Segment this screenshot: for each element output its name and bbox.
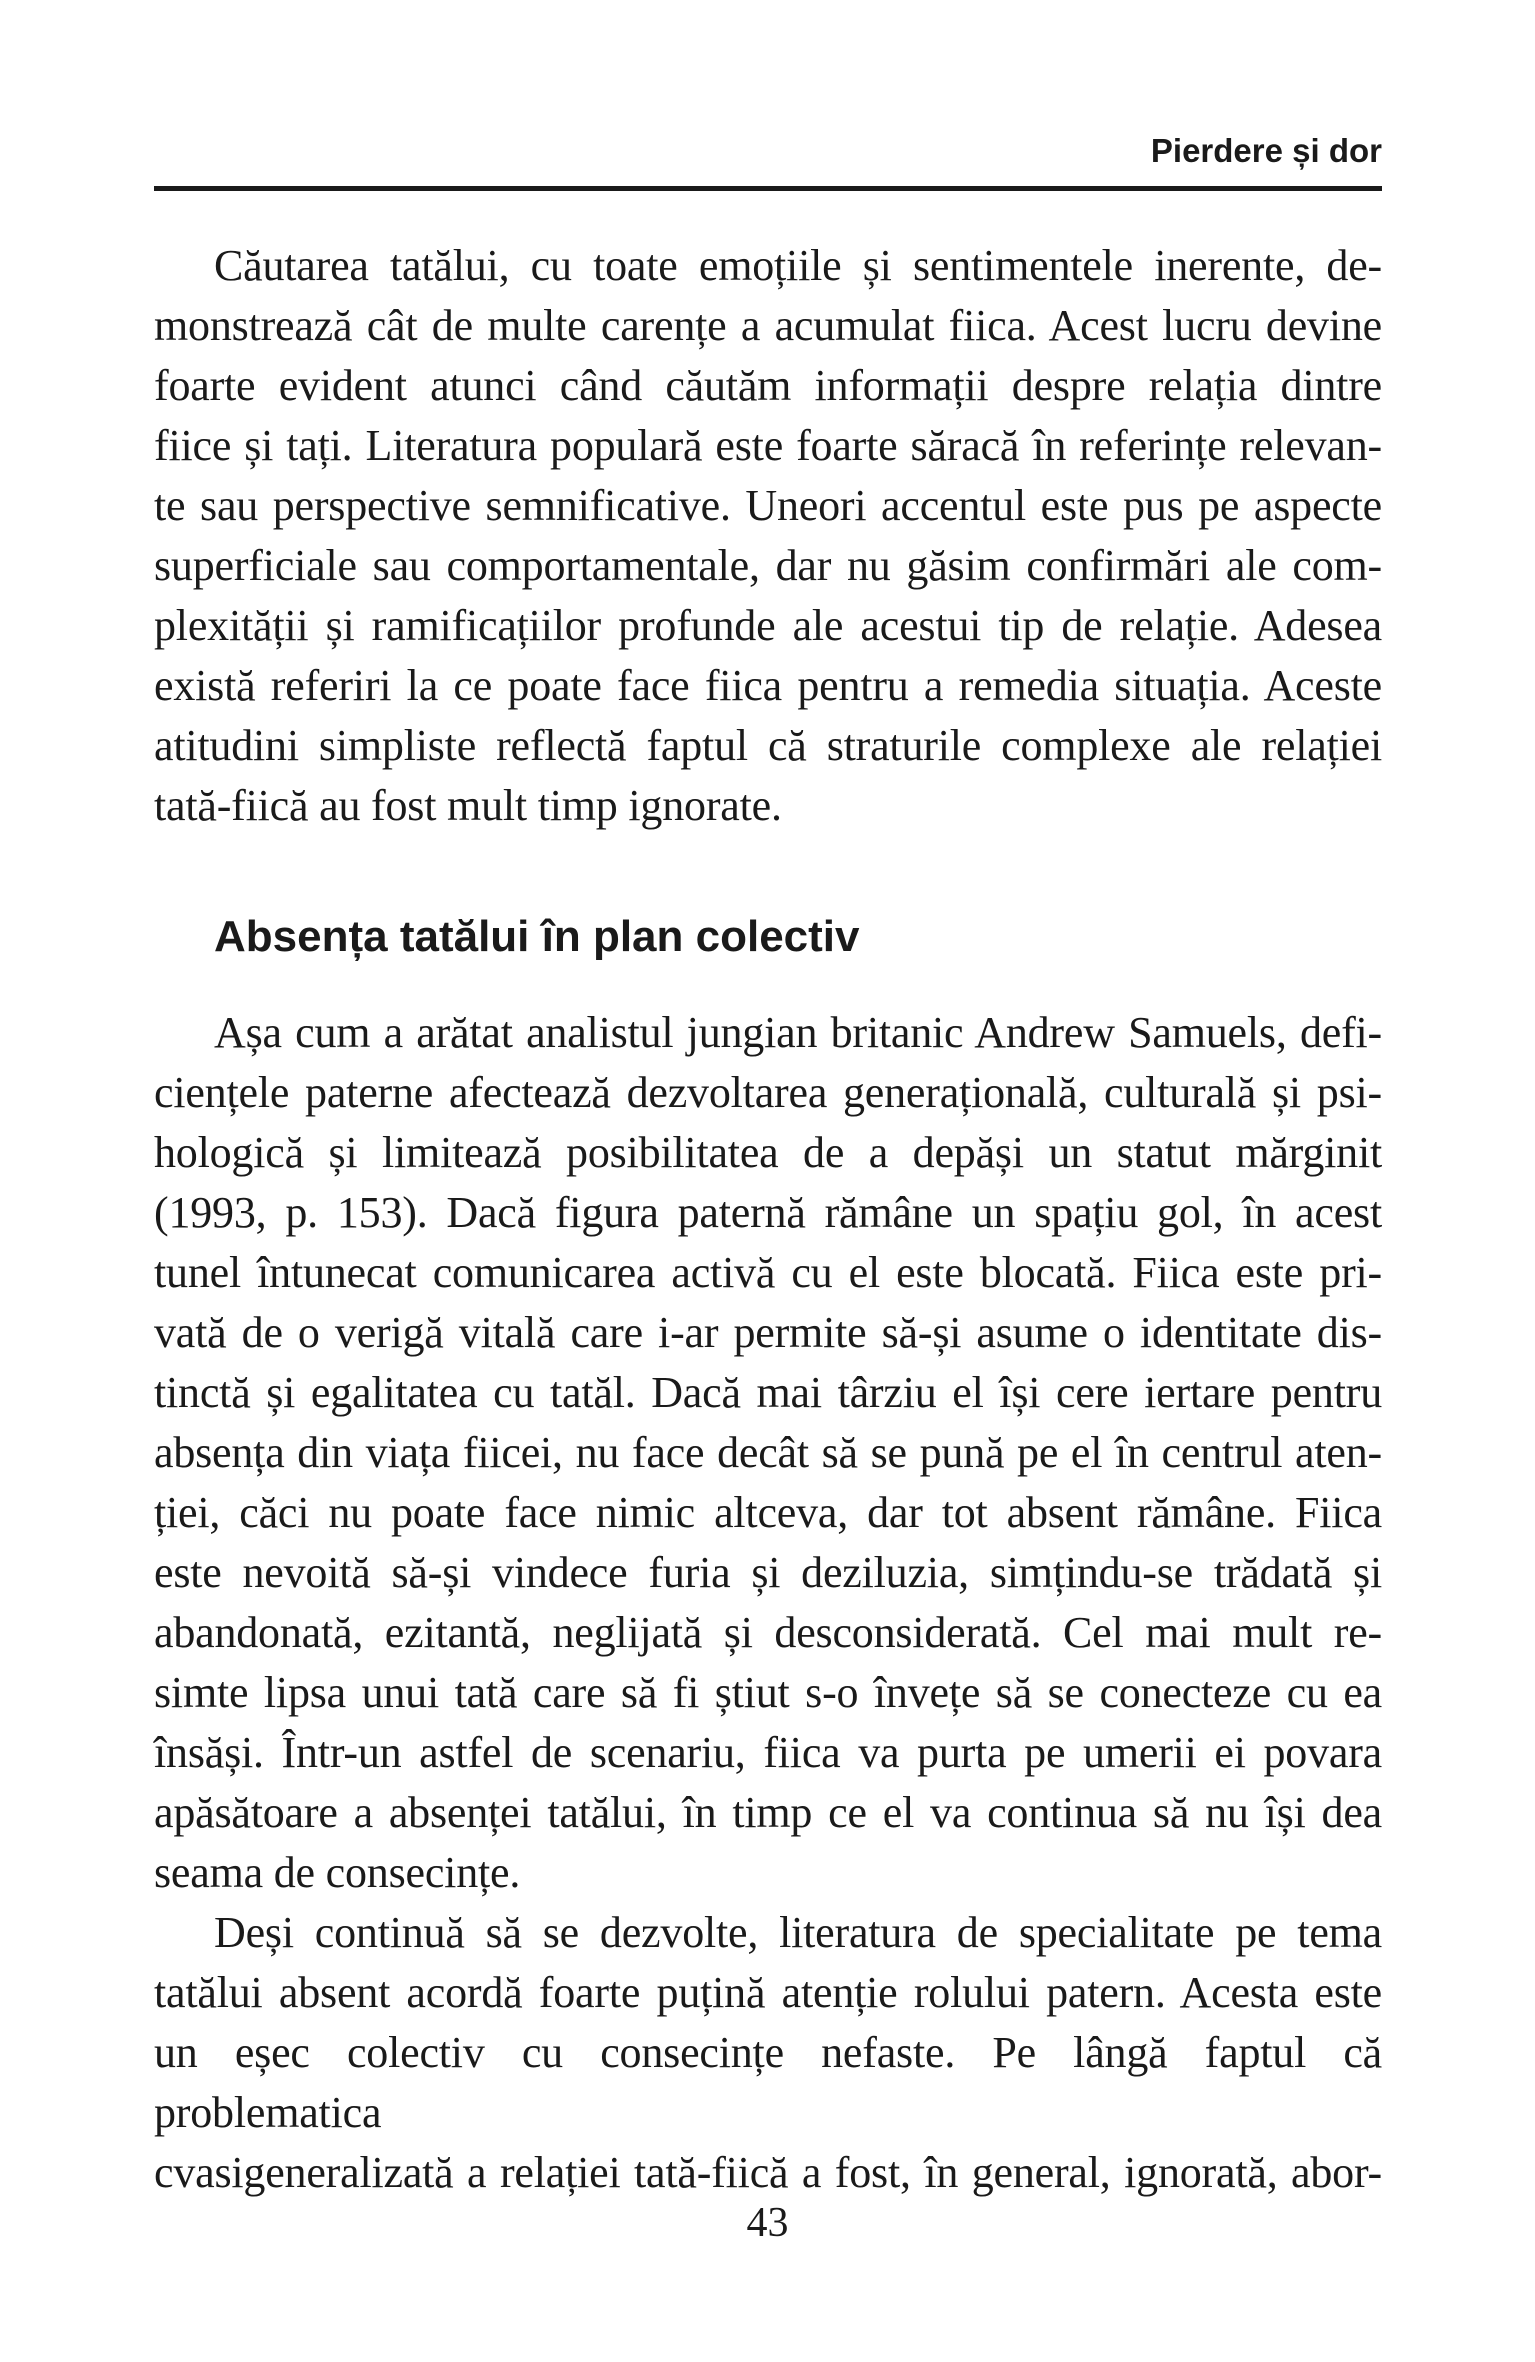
text-line: tatălui absent acordă foarte puțină atenție rolului patern. Acesta este [154,1968,1382,2017]
text-line: tinctă și egalitatea cu tatăl. Dacă mai târziu el își cere iertare pentru [154,1368,1382,1417]
text-line: tată-fiică au fost mult timp ignorate. [154,781,782,830]
text-line: Căutarea tatălui, cu toate emoțiile și sentimentele inerente, de- [214,241,1382,290]
running-title: Pierdere și dor [1150,132,1382,169]
text-line: seama de consecințe. [154,1848,521,1897]
paragraph [154,236,1382,836]
text-line: însăși. Într-un astfel de scenariu, fiica va purta pe umerii ei povara [154,1728,1382,1777]
text-line: există referiri la ce poate face fiica pentru a remedia situația. Aceste [154,661,1382,710]
paragraph [154,1903,1382,2203]
text-line: Așa cum a arătat analistul jungian britanic Andrew Samuels, defi- [214,1008,1382,1057]
section-heading: Absența tatălui în plan colectiv [214,912,860,961]
text-line: abandonată, ezitantă, neglijată și desconsiderată. Cel mai mult re- [154,1608,1382,1657]
text-line: absența din viața fiicei, nu face decât să se pună pe el în centrul aten- [154,1428,1382,1477]
text-line: vată de o verigă vitală care i-ar permite să-și asume o identitate dis- [154,1308,1382,1357]
page-number: 43 [746,2200,789,2246]
text-line: ției, căci nu poate face nimic altceva, dar tot absent rămâne. Fiica [154,1488,1382,1537]
text-line: (1993, p. 153). Dacă figura paternă rămâne un spațiu gol, în acest [154,1188,1382,1237]
text-line: atitudini simpliste reflectă faptul că straturile complexe ale relației [154,721,1382,770]
text-line: foarte evident atunci când căutăm informații despre relația dintre [154,361,1382,410]
text-line: ciențele paterne afectează dezvoltarea generațională, culturală și psi- [154,1068,1382,1117]
text-line: te sau perspective semnificative. Uneori accentul este pus pe aspecte [154,481,1382,530]
text-line: superficiale sau comportamentale, dar nu găsim confirmări ale com- [154,541,1382,590]
paragraph [154,1003,1382,1903]
text-line: cvasigeneralizată a relației tată-fiică a fost, în general, ignorată, abor- [154,2148,1382,2197]
body-text [154,191,1382,2203]
text-line: simte lipsa unui tată care să fi știut s-o învețe să se conecteze cu ea [154,1668,1382,1717]
text-line: plexității și ramificațiilor profunde ale acestui tip de relație. Adesea [154,601,1382,650]
text-line: apăsătoare a absenței tatălui, în timp ce el va continua să nu își dea [154,1788,1382,1837]
text-line: hologică și limitează posibilitatea de a depăși un statut mărginit [154,1128,1382,1177]
text-line: un eșec colectiv cu consecințe nefaste. Pe lângă faptul că problematica [154,2028,1382,2137]
text-line: monstrează cât de multe carențe a acumulat fiica. Acest lucru devine [154,301,1382,350]
text-line: este nevoită să-și vindece furia și deziluzia, simțindu-se trădată și [154,1548,1382,1597]
text-line: tunel întunecat comunicarea activă cu el este blocată. Fiica este pri- [154,1248,1382,1297]
text-line: fiice și tați. Literatura populară este foarte săracă în referințe relevan- [154,421,1382,470]
text-line: Deși continuă să se dezvolte, literatura de specialitate pe tema [214,1908,1382,1957]
